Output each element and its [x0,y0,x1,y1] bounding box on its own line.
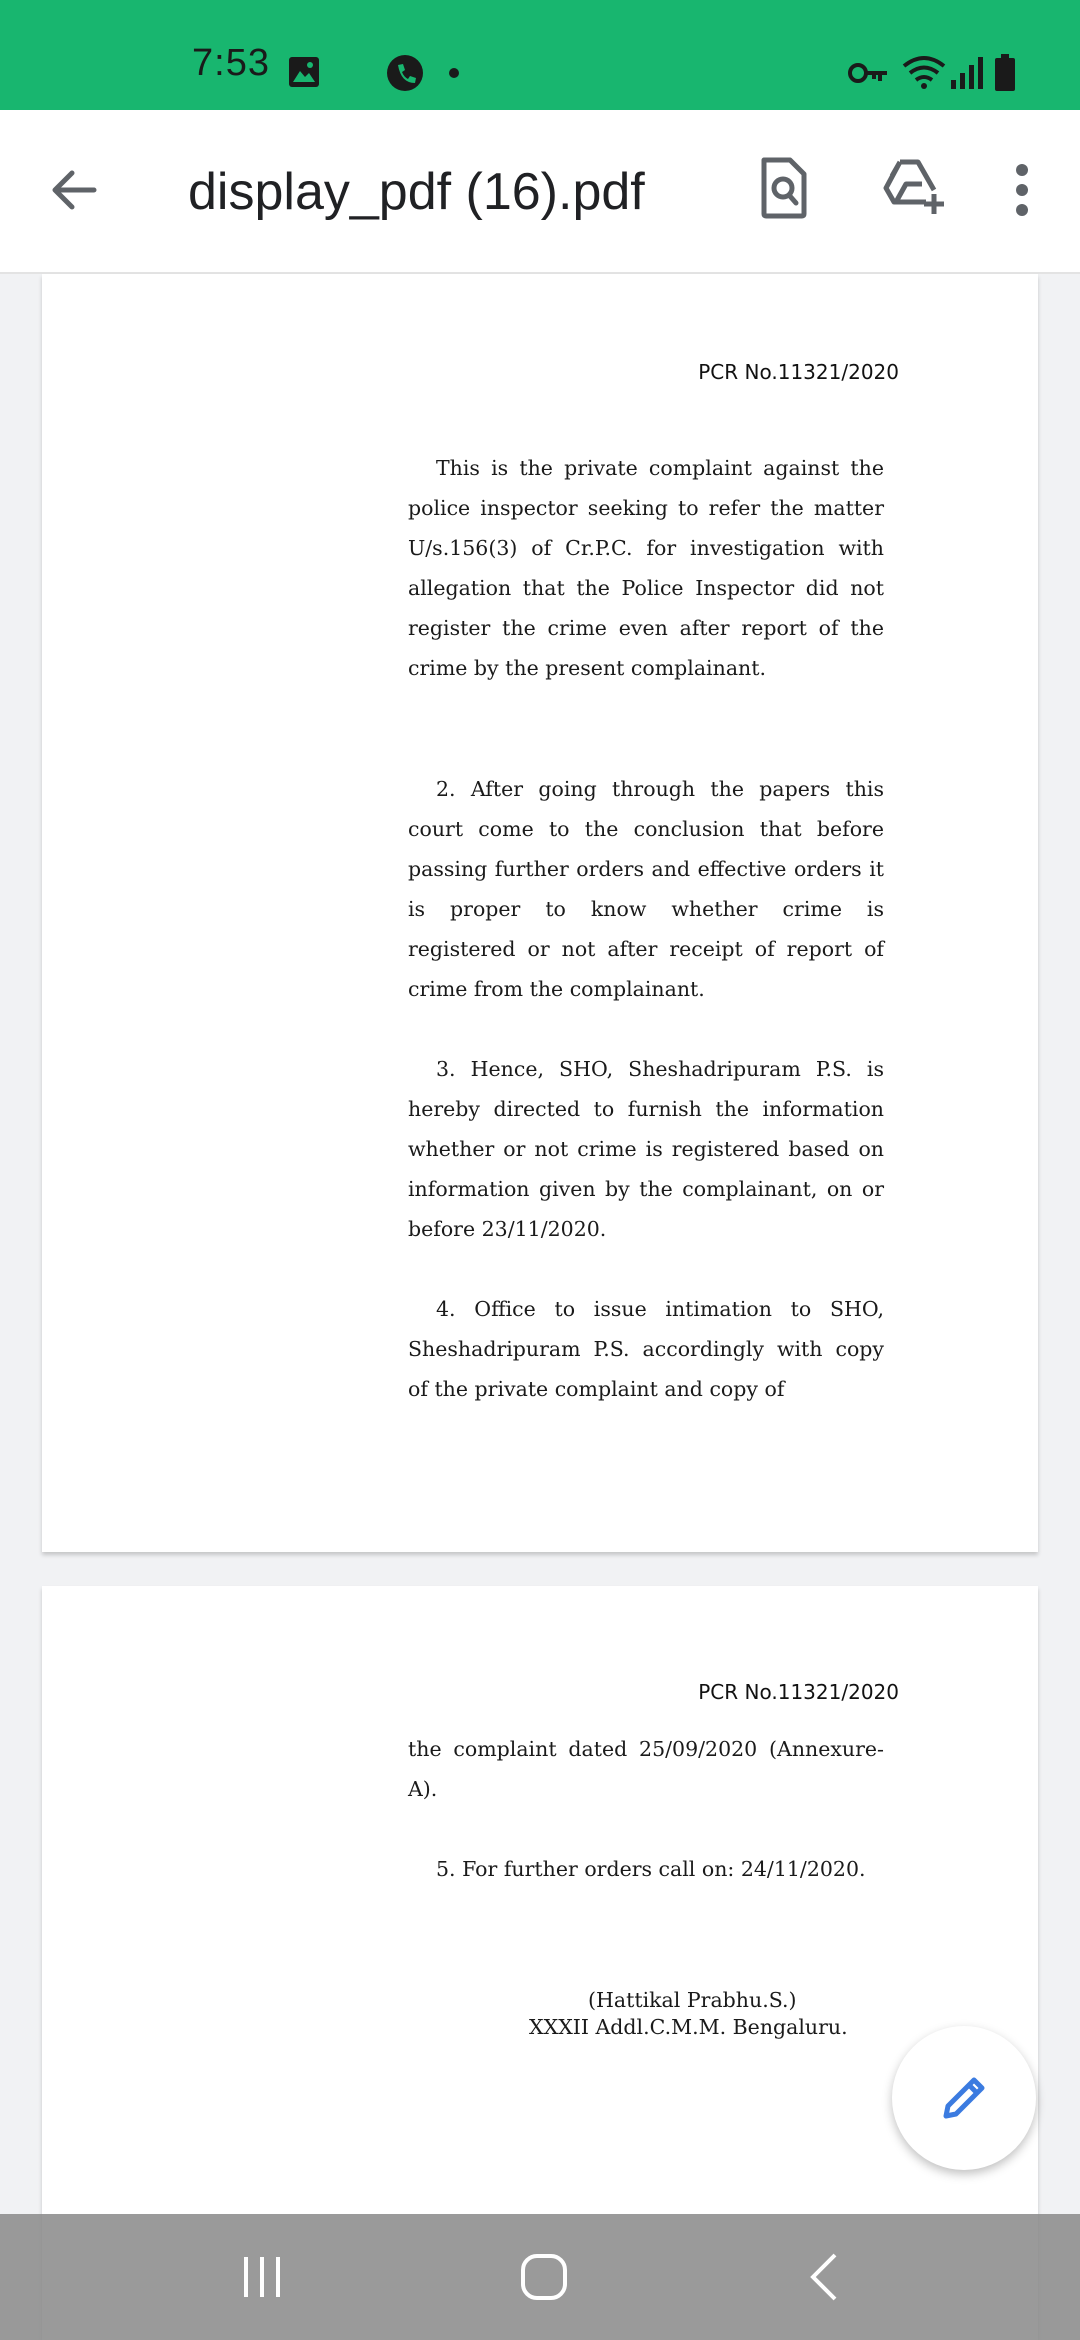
more-options-icon[interactable] [1008,162,1036,218]
pdf-page-1 [42,274,1038,1552]
back-arrow-icon[interactable] [46,162,102,218]
recent-apps-button[interactable] [182,2214,342,2340]
edit-button[interactable] [892,2026,1036,2170]
home-icon [520,2253,568,2301]
signature-title: XXXII Addl.C.M.M. Bengaluru. [529,2015,848,2039]
battery-icon [994,54,1016,92]
paragraph-3: 3. Hence, SHO, Sheshadripuram P.S. is hereby directed to furnish the information whether or not crime is registered based on information given by the complainant, on or before 23/11/2020. [408,1057,884,1241]
gallery-icon [288,56,320,88]
navigation-bar [0,2214,1080,2340]
paragraph-4: 4. Office to issue intimation to SHO, Sheshadripuram P.S. accordingly with copy of the private complaint and copy of [408,1297,884,1401]
add-to-drive-icon[interactable] [882,158,944,216]
vpn-key-icon [848,60,888,86]
search-document-icon[interactable] [758,156,810,220]
page-header: PCR No.11321/2020 [698,1680,899,1704]
paragraph-1: This is the private complaint against the police inspector seeking to refer the matter U/s.156(3) of Cr.P.C. for investigation with allegation that the Police Inspector did not register the crime even after report of the crime by the present complainant. [408,456,884,680]
home-button[interactable] [464,2214,624,2340]
recent-apps-icon [240,2255,284,2299]
page-header: PCR No.11321/2020 [698,360,899,384]
wifi-icon [902,54,946,90]
paragraph-2: 2. After going through the papers this court come to the conclusion that before passing further orders and effective orders it is proper to know whether crime is registered or not after receipt of report of crime from the complainant. [408,777,884,1001]
dot-icon [448,67,460,79]
status-bar [0,0,1080,110]
paragraph-6: 5. For further orders call on: 24/11/2020. [436,1857,866,1881]
status-time: 7:53 [192,42,270,84]
call-icon [386,54,424,92]
app-bar [0,110,1080,274]
signature-name: (Hattikal Prabhu.S.) [588,1988,797,2012]
document-title: display_pdf (16).pdf [188,163,645,221]
edit-pencil-icon [936,2070,992,2126]
paragraph-5: the complaint dated 25/09/2020 (Annexure-A). [408,1737,884,1801]
signal-icon [950,56,984,90]
back-icon [807,2252,841,2302]
back-button[interactable] [744,2214,904,2340]
